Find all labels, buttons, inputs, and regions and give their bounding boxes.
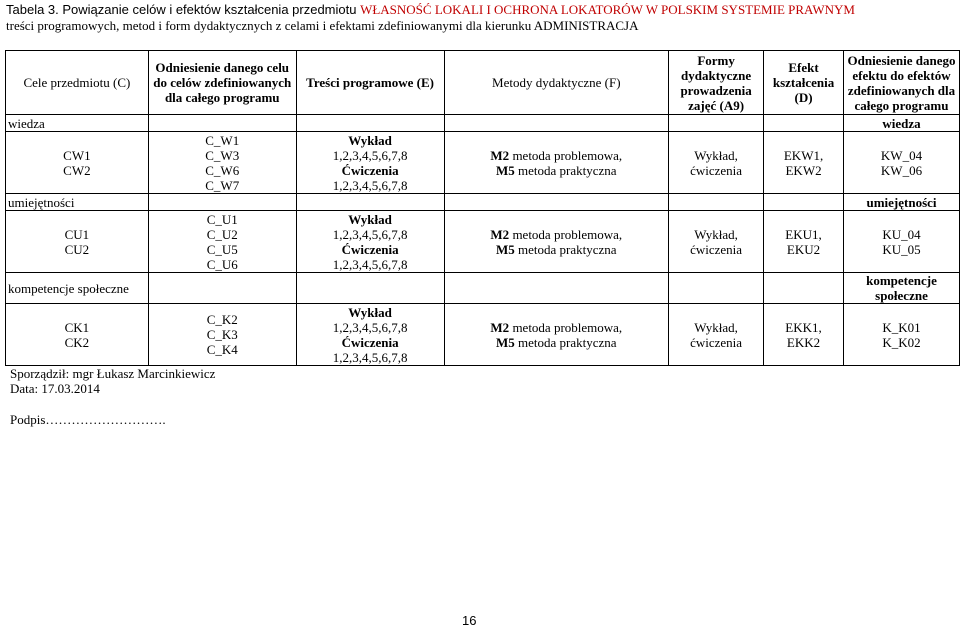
date-line: Data: 17.03.2014 bbox=[10, 381, 100, 396]
table-row bbox=[6, 211, 960, 273]
mapping-table bbox=[5, 50, 960, 366]
table-row bbox=[6, 304, 960, 366]
header-content: Treści programowe (E) bbox=[296, 51, 444, 115]
header-goals: Cele przedmiotu (C) bbox=[6, 51, 149, 115]
methods-cell: M2 metoda problemowa, M5 metoda praktyczna bbox=[444, 132, 669, 194]
section-label-left: wiedza bbox=[6, 115, 149, 132]
effects-cell: EKK1, EKK2 bbox=[764, 304, 844, 366]
header-methods: Metody dydaktyczne (F) bbox=[444, 51, 669, 115]
effects-cell: EKU1, EKU2 bbox=[764, 211, 844, 273]
page-number: 16 bbox=[462, 613, 477, 628]
signature-line: Podpis………………………. bbox=[10, 412, 166, 427]
prepared-by: Sporządził: mgr Łukasz Marcinkiewicz bbox=[10, 366, 216, 381]
goals-cell: CW1 CW2 bbox=[6, 132, 149, 194]
table-row bbox=[6, 132, 960, 194]
section-row bbox=[6, 273, 960, 304]
effect-refs-cell: KW_04 KW_06 bbox=[844, 132, 960, 194]
program-refs-cell: C_U1 C_U2 C_U5 C_U6 bbox=[148, 211, 296, 273]
subject-name: WŁASNOŚĆ LOKALI I OCHRONA LOKATORÓW W POLSKIM SYSTEMIE PRAWNYM bbox=[360, 2, 855, 17]
program-refs-cell: C_W1 C_W3 C_W6 C_W7 bbox=[148, 132, 296, 194]
header-row bbox=[6, 51, 960, 115]
section-label-right: umiejętności bbox=[844, 194, 960, 211]
methods-cell: M2 metoda problemowa, M5 metoda praktyczna bbox=[444, 304, 669, 366]
section-label-left: umiejętności bbox=[6, 194, 149, 211]
section-label-right: wiedza bbox=[844, 115, 960, 132]
goals-cell: CK1 CK2 bbox=[6, 304, 149, 366]
header-effects: Efekt kształcenia (D) bbox=[764, 51, 844, 115]
effect-refs-cell: KU_04 KU_05 bbox=[844, 211, 960, 273]
section-row bbox=[6, 115, 960, 132]
forms-cell: Wykład, ćwiczenia bbox=[669, 304, 764, 366]
effect-refs-cell: K_K01 K_K02 bbox=[844, 304, 960, 366]
content-cell: Wykład 1,2,3,4,5,6,7,8 Ćwiczenia 1,2,3,4,5,6,7,8 bbox=[296, 304, 444, 366]
section-label-right: kompetencje społeczne bbox=[844, 273, 960, 304]
header-forms: Formy dydaktyczne prowadzenia zajęć (A9) bbox=[669, 51, 764, 115]
section-row bbox=[6, 194, 960, 211]
methods-cell: M2 metoda problemowa, M5 metoda praktyczna bbox=[444, 211, 669, 273]
header-effect-refs: Odniesienie danego efektu do efektów zdefiniowanych dla całego programu bbox=[844, 51, 960, 115]
forms-cell: Wykład, ćwiczenia bbox=[669, 132, 764, 194]
caption-lead: Powiązanie celów i efektów kształcenia przedmiotu bbox=[58, 2, 361, 17]
program-refs-cell: C_K2 C_K3 C_K4 bbox=[148, 304, 296, 366]
content-cell: Wykład 1,2,3,4,5,6,7,8 Ćwiczenia 1,2,3,4,5,6,7,8 bbox=[296, 132, 444, 194]
forms-cell: Wykład, ćwiczenia bbox=[669, 211, 764, 273]
table-caption bbox=[6, 2, 956, 34]
section-label-left: kompetencje społeczne bbox=[6, 273, 149, 304]
header-goal-refs: Odniesienie danego celu do celów zdefiniowanych dla całego programu bbox=[148, 51, 296, 115]
effects-cell: EKW1, EKW2 bbox=[764, 132, 844, 194]
caption-rest: treści programowych, metod i form dydaktycznych z celami i efektami zdefiniowanymi dla kierunku ADMINISTRACJA bbox=[6, 18, 639, 33]
goals-cell: CU1 CU2 bbox=[6, 211, 149, 273]
content-cell: Wykład 1,2,3,4,5,6,7,8 Ćwiczenia 1,2,3,4,5,6,7,8 bbox=[296, 211, 444, 273]
caption-label: Tabela 3. bbox=[6, 2, 59, 17]
